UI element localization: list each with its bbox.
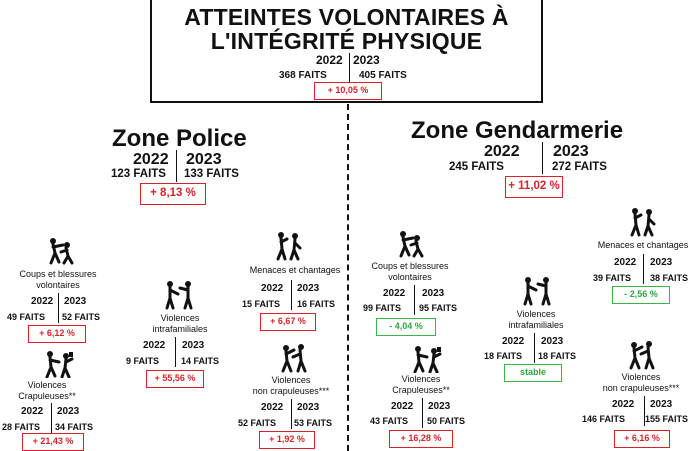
gendarmerie-zone-title: Zone Gendarmerie xyxy=(411,117,624,144)
police-crap-year-2023: 2023 xyxy=(57,406,80,417)
header-change-badge: + 10,05 % xyxy=(314,82,382,100)
header-faits-2023: 405 FAITS xyxy=(359,70,407,81)
police-intrafam-label-1: Violences xyxy=(160,313,200,323)
gend-coups-divider xyxy=(414,285,415,315)
gend-crap-badge: + 16,28 % xyxy=(389,430,453,448)
police-change-badge: + 8,13 % xyxy=(140,183,206,205)
gend-menaces-faits-2023: 38 FAITS xyxy=(650,273,689,283)
gend-crap-label-2: Crapuleuses** xyxy=(392,385,450,395)
header-title-line2: L'INTÉGRITÉ PHYSIQUE xyxy=(210,28,483,54)
threat-icon xyxy=(628,207,656,237)
threat-icon xyxy=(274,231,302,261)
gend-intrafam-badge: stable xyxy=(504,364,562,382)
zone-separator xyxy=(347,104,349,451)
police-intrafam-divider xyxy=(175,337,176,367)
police-menaces-faits-2023: 16 FAITS xyxy=(297,299,336,309)
gend-crap-faits-2023: 50 FAITS xyxy=(427,416,466,426)
police-intrafam-year-2022: 2022 xyxy=(143,340,166,351)
police-intrafam-label-2: intrafamiliales xyxy=(152,324,208,334)
gend-crap-year-2023: 2023 xyxy=(428,401,451,412)
police-menaces-faits-2022: 15 FAITS xyxy=(242,299,281,309)
police-divider xyxy=(176,150,177,182)
gend-intrafam-year-2022: 2022 xyxy=(502,336,525,347)
police-year-2022: 2022 xyxy=(133,151,169,168)
gend-menaces-badge: - 2,56 % xyxy=(612,286,670,304)
gend-menaces-label-1: Menaces et chantages xyxy=(597,240,689,250)
header-faits-2022: 368 FAITS xyxy=(279,70,327,81)
gend-coups-year-2022: 2022 xyxy=(383,288,406,299)
police-menaces-badge: + 6,67 % xyxy=(260,313,316,331)
gend-coups-faits-2022: 99 FAITS xyxy=(363,303,402,313)
gendarmerie-year-2022: 2022 xyxy=(484,143,520,160)
gendarmerie-change-badge: + 11,02 % xyxy=(505,176,563,198)
police-menaces-year-2023: 2023 xyxy=(297,283,320,294)
gend-noncrap-faits-2022: 146 FAITS xyxy=(582,414,626,424)
gend-menaces-faits-2022: 39 FAITS xyxy=(593,273,632,283)
gend-crap-faits-2022: 43 FAITS xyxy=(370,416,409,426)
police-noncrap-faits-2022: 52 FAITS xyxy=(238,418,277,428)
gend-coups-year-2023: 2023 xyxy=(422,288,445,299)
police-faits-2023: 133 FAITS xyxy=(184,168,239,180)
gend-coups-badge: - 4,04 % xyxy=(376,318,436,336)
gend-menaces-year-2023: 2023 xyxy=(650,257,673,268)
gend-crap-label-1: Violences xyxy=(401,374,441,384)
gend-crap-year-2022: 2022 xyxy=(391,401,414,412)
police-noncrap-badge: + 1,92 % xyxy=(259,431,315,449)
police-crap-badge: + 21,43 % xyxy=(22,433,84,451)
police-coups-label-1: Coups et blessures xyxy=(19,269,97,279)
police-menaces-label-1: Menaces et chantages xyxy=(249,265,341,275)
police-noncrap-label-1: Violences xyxy=(271,375,311,385)
fight-icon xyxy=(44,237,74,265)
gendarmerie-faits-2022: 245 FAITS xyxy=(449,161,504,173)
gend-menaces-divider xyxy=(643,254,644,284)
gend-menaces-year-2022: 2022 xyxy=(614,257,637,268)
robbery-icon xyxy=(410,345,442,373)
header-title-line1: ATTEINTES VOLONTAIRES À xyxy=(184,4,509,30)
robbery-icon xyxy=(42,350,74,378)
gendarmerie-divider xyxy=(542,142,543,174)
gend-noncrap-label-2: non crapuleuses*** xyxy=(602,383,680,393)
police-coups-year-2023: 2023 xyxy=(64,296,87,307)
gend-intrafam-divider xyxy=(534,333,535,363)
police-coups-faits-2023: 52 FAITS xyxy=(62,312,101,322)
police-intrafam-badge: + 55,56 % xyxy=(146,370,204,388)
header-divider xyxy=(349,53,350,83)
police-noncrap-divider xyxy=(291,399,292,429)
assault-icon xyxy=(626,340,658,370)
gend-noncrap-year-2023: 2023 xyxy=(650,399,673,410)
gend-crap-divider xyxy=(422,398,423,428)
police-zone-title: Zone Police xyxy=(112,125,247,152)
gend-noncrap-faits-2023: 155 FAITS xyxy=(645,414,689,424)
header-year-2022: 2022 xyxy=(316,53,343,67)
police-coups-divider xyxy=(58,293,59,323)
police-crap-label-1: Violences xyxy=(27,380,67,390)
police-noncrap-label-2: non crapuleuses*** xyxy=(252,386,330,396)
fight-icon xyxy=(394,230,424,258)
police-noncrap-year-2022: 2022 xyxy=(261,402,284,413)
gend-coups-label-1: Coups et blessures xyxy=(371,261,449,271)
police-crap-divider xyxy=(51,403,52,433)
police-intrafam-year-2023: 2023 xyxy=(182,340,205,351)
gendarmerie-faits-2023: 272 FAITS xyxy=(552,161,607,173)
police-crap-faits-2023: 34 FAITS xyxy=(55,422,94,432)
police-coups-badge: + 6,12 % xyxy=(28,325,86,343)
police-menaces-year-2022: 2022 xyxy=(261,283,284,294)
police-menaces-divider xyxy=(291,280,292,310)
gend-noncrap-label-1: Violences xyxy=(621,372,661,382)
gend-noncrap-year-2022: 2022 xyxy=(612,399,635,410)
family-violence-icon xyxy=(520,276,554,306)
gend-intrafam-faits-2022: 18 FAITS xyxy=(484,351,523,361)
family-violence-icon xyxy=(162,280,196,310)
header-year-2023: 2023 xyxy=(353,53,380,67)
police-intrafam-faits-2023: 14 FAITS xyxy=(181,356,220,366)
gend-intrafam-label-1: Violences xyxy=(516,309,556,319)
police-crap-faits-2022: 28 FAITS xyxy=(2,422,41,432)
gend-intrafam-label-2: intrafamiliales xyxy=(508,320,564,330)
police-noncrap-year-2023: 2023 xyxy=(297,402,320,413)
gend-intrafam-faits-2023: 18 FAITS xyxy=(538,351,577,361)
police-coups-faits-2022: 49 FAITS xyxy=(7,312,46,322)
police-coups-year-2022: 2022 xyxy=(31,296,54,307)
police-intrafam-faits-2022: 9 FAITS xyxy=(126,356,160,366)
police-year-2023: 2023 xyxy=(186,151,222,168)
gend-noncrap-badge: + 6,16 % xyxy=(614,430,670,448)
police-coups-label-2: volontaires xyxy=(36,280,80,290)
assault-icon xyxy=(278,343,310,373)
gend-coups-faits-2023: 95 FAITS xyxy=(419,303,458,313)
police-noncrap-faits-2023: 53 FAITS xyxy=(294,418,333,428)
police-crap-year-2022: 2022 xyxy=(21,406,44,417)
gend-intrafam-year-2023: 2023 xyxy=(541,336,564,347)
gendarmerie-year-2023: 2023 xyxy=(553,143,589,160)
police-faits-2022: 123 FAITS xyxy=(111,168,166,180)
gend-coups-label-2: volontaires xyxy=(388,272,432,282)
police-crap-label-2: Crapuleuses** xyxy=(18,391,76,401)
